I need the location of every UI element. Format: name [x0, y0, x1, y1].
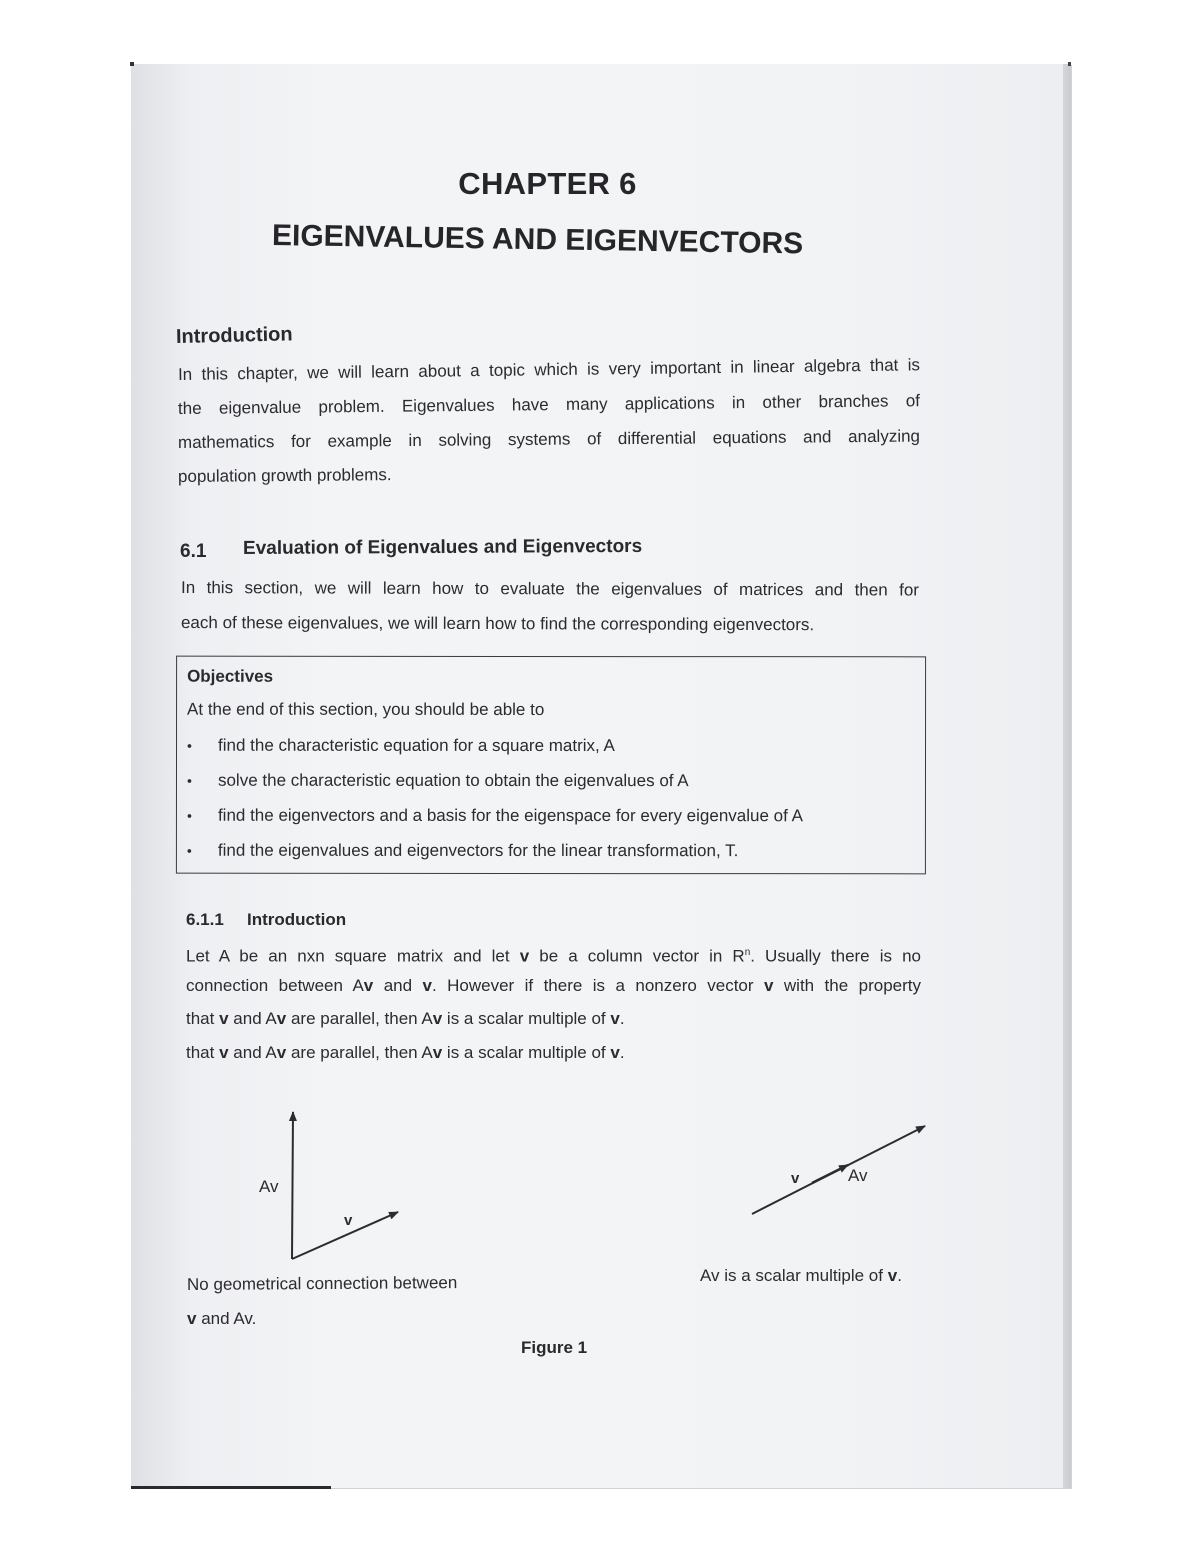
bullet-icon: • [186, 772, 192, 789]
left-caption-line-1: No geometrical connection between [186, 1273, 458, 1294]
objectives-intro: At the end of this section, you should be able to [187, 699, 545, 719]
subsection-line-3: that v and Av are parallel, then Av is a scalar multiple of v. [186, 1009, 625, 1028]
objective-text: find the eigenvectors and a basis for the eigenspace for every eigenvalue of A [217, 805, 803, 826]
introduction-line: In this chapter, we will learn about a topic which is very important in linear algebra that is [177, 355, 921, 384]
right-v-vector-arrow [812, 1165, 848, 1183]
left-av-label: Av [259, 1177, 279, 1196]
introduction-line: population growth problems. [177, 465, 392, 486]
bullet-icon: • [186, 842, 192, 859]
objective-text: find the eigenvalues and eigenvectors for the linear transformation, T. [217, 840, 739, 861]
section-line: In this section, we will learn how to evaluate the eigenvalues of matrices and then for [180, 578, 920, 600]
objective-text: find the characteristic equation for a square matrix, A [218, 735, 615, 756]
left-av-vector-arrow [292, 1112, 293, 1259]
left-v-label: v [344, 1212, 353, 1229]
objective-text: solve the characteristic equation to obtain the eigenvalues of A [217, 770, 689, 791]
right-av-label: Av [848, 1166, 868, 1185]
introduction-heading: Introduction [175, 323, 293, 348]
subsection-number: 6.1.1 [186, 910, 224, 929]
subsection-title: Introduction [247, 910, 347, 929]
objectives-title: Objectives [187, 666, 274, 686]
introduction-line: mathematics for example in solving systems of differential equations and analyzing [177, 426, 921, 452]
section-title: Evaluation of Eigenvalues and Eigenvectors [242, 535, 643, 559]
right-caption: Av is a scalar multiple of v. [700, 1266, 902, 1285]
left-caption-line-2: v and Av. [187, 1309, 257, 1328]
subsection-line-3-repeat: that v and Av are parallel, then Av is a scalar multiple of v. [186, 1043, 625, 1062]
bullet-icon: • [186, 807, 192, 824]
subsection-line-2: connection between Av and v. However if there is a nonzero vector v with the property [186, 976, 921, 995]
introduction-line: the eigenvalue problem. Eigenvalues have many applications in other branches of [177, 391, 921, 418]
chapter-number: CHAPTER 6 [458, 166, 637, 201]
figure-label: Figure 1 [521, 1338, 588, 1357]
chapter-title: EIGENVALUES AND EIGENVECTORS [271, 219, 804, 261]
bullet-icon: • [187, 737, 192, 754]
subsection-line-1: Let A be an nxn square matrix and let v be a column vector in $R^n$. Usually there is no [186, 946, 922, 966]
section-number: 6.1 [180, 541, 207, 562]
right-v-label: v [791, 1170, 800, 1187]
section-line: each of these eigenvalues, we will learn how to find the corresponding eigenvectors. [180, 613, 815, 635]
